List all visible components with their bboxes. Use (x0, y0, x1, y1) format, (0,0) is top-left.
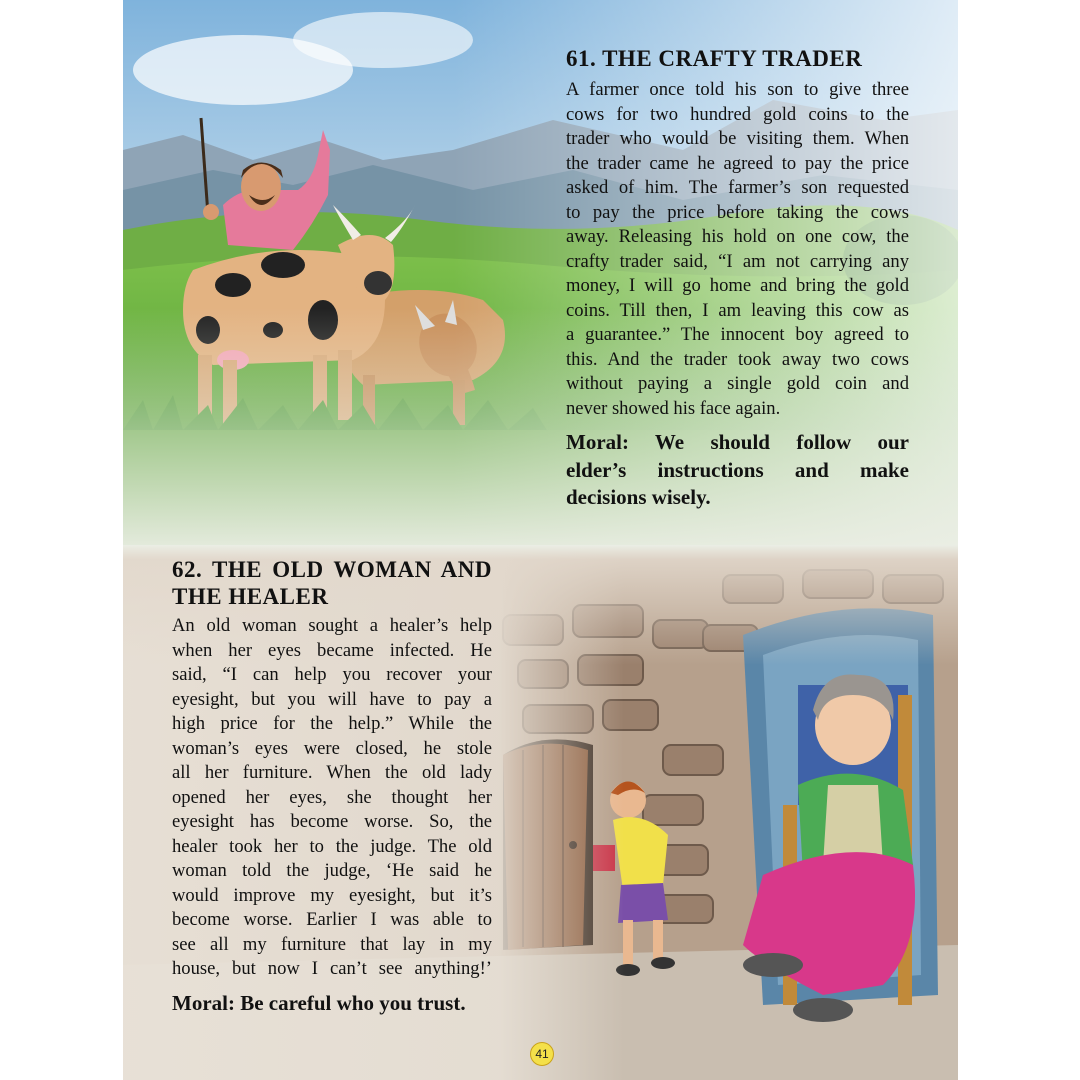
title-line: THE HEALER (172, 584, 329, 609)
story-line: coins. Till then, I am leaving this cow as (566, 299, 909, 321)
story-line: woman told the judge, ‘He said he (172, 860, 492, 881)
story-line: without paying a single gold coin and (566, 373, 909, 394)
story-line: said, “I can help you recover your (172, 664, 492, 685)
story-line: high price for the help.” While the (172, 713, 492, 734)
story-line: woman’s eyes were closed, he stole (172, 737, 492, 759)
moral-line: Moral: We should follow our (566, 430, 909, 454)
page-number-badge: 41 (530, 1042, 554, 1066)
story-line: crafty trader said, “I am not carrying any (566, 250, 909, 272)
story-line: cows for two hundred gold coins to the (566, 103, 909, 125)
story-line: the trader came he agreed to pay the price (566, 152, 909, 174)
moral-line: decisions wisely. (566, 485, 711, 509)
story-line: would improve my eyesight, but it’s (172, 884, 492, 906)
story-body (172, 614, 492, 982)
story-line: eyesight, but you will have to pay a (172, 688, 492, 710)
story-line: A farmer once told his son to give three (566, 79, 909, 100)
story-line: opened her eyes, she thought her (172, 786, 492, 808)
story-line: money, I will go home and bring the gold (566, 275, 909, 296)
story-moral (566, 429, 909, 512)
story-title: 61. THE CRAFTY TRADER (566, 46, 863, 71)
moral-line: Moral: Be careful who you trust. (172, 990, 466, 1015)
story-line: become worse. Earlier I was able to (172, 909, 492, 930)
story-line: never showed his face again. (566, 397, 781, 419)
story-62 (172, 556, 492, 1017)
story-line: away. Releasing his hold on one cow, the (566, 226, 909, 247)
title-line: 62. THE OLD WOMAN AND (172, 557, 492, 582)
story-line: trader who would be visiting them. When (566, 128, 909, 149)
story-line: when her eyes became infected. He (172, 639, 492, 661)
story-body (566, 78, 909, 421)
book-page (123, 0, 958, 1080)
story-line: see all my furniture that lay in my (172, 933, 492, 955)
story-moral (172, 990, 492, 1018)
story-61 (566, 45, 909, 512)
story-line: this. And the trader took away two cows (566, 348, 909, 370)
story-line: healer took her to the judge. The old (172, 835, 492, 857)
story-line: all her furniture. When the old lady (172, 762, 492, 783)
story-line: house, but now I can’t see anything!’ (172, 958, 492, 979)
story-line: asked of him. The farmer’s son requested (566, 177, 909, 198)
moral-line: elder’s instructions and make (566, 457, 909, 482)
story-line: to pay the price before taking the cows (566, 201, 909, 223)
story-line: a guarantee.” The innocent boy agreed to (566, 324, 909, 345)
story-line: eyesight has become worse. So, the (172, 811, 492, 832)
story-line: An old woman sought a healer’s help (172, 615, 492, 636)
story-title (172, 556, 492, 610)
